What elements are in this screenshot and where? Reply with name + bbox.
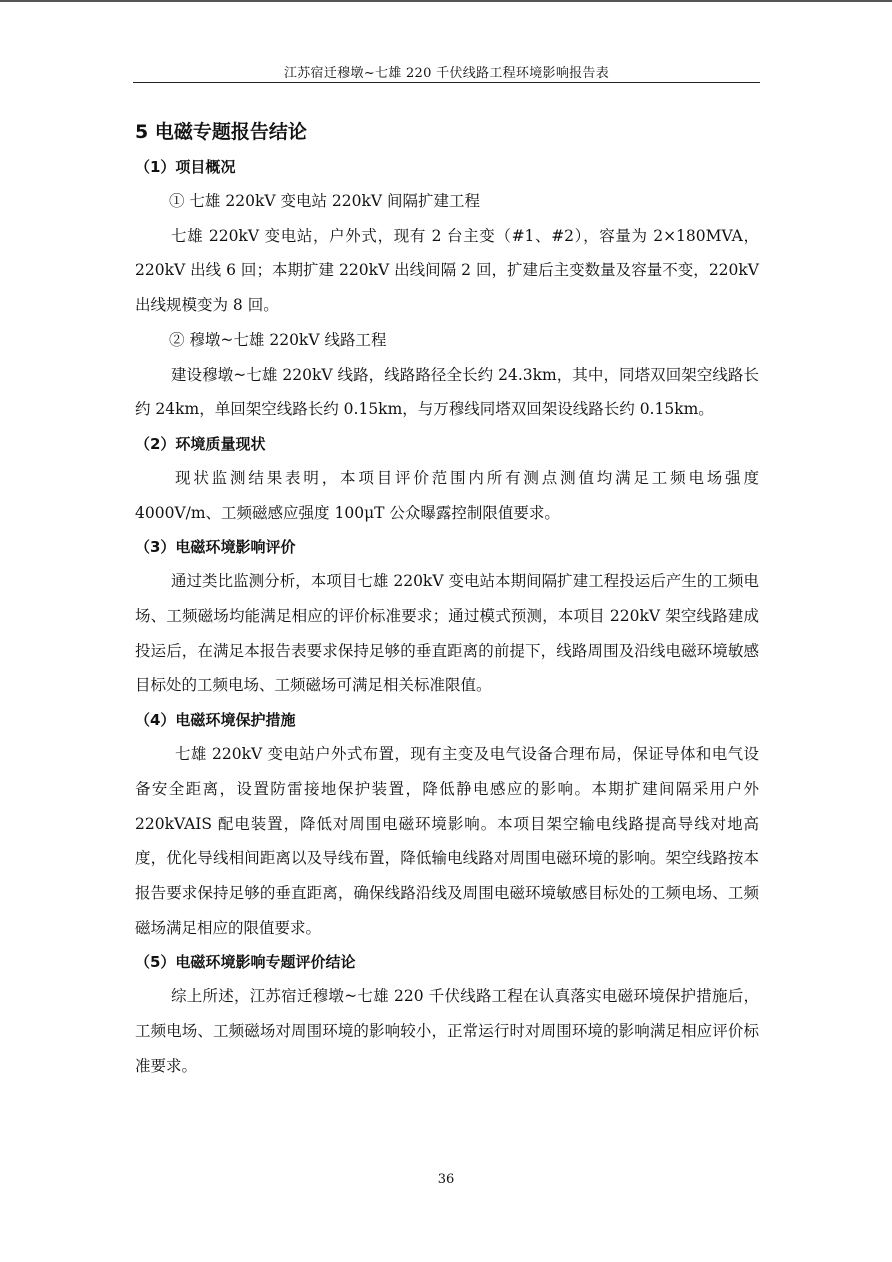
section-title: 5 电磁专题报告结论 <box>135 121 307 143</box>
page-number: 36 <box>437 1172 455 1187</box>
impact-assessment-paragraph: 通过类比监测分析，本项目七雄 220kV 变电站本期间隔扩建工程投运后产生的工频电场、工频磁场均能满足相应的评价标准要求；通过模式预测，本项目 220kV 架空线路建成投运后，在满足本报告表要求保持足够的垂直距离的前提下，线路周围及沿线电磁环境敏感目标处的工频电场、工频磁场可满足相关标准限值。 <box>135 572 759 695</box>
item1-paragraph: 七雄 220kV 变电站，户外式，现有 2 台主变（#1、#2），容量为 2×180MVA，220kV 出线 6 回；本期扩建 220kV 出线间隔 2 回，扩建后主变数量及容量不变，220kV 出线规模变为 8 回。 <box>135 226 759 315</box>
subheading-protection-measures: （4）电磁环境保护措施 <box>135 711 296 730</box>
main-content <box>135 116 759 1083</box>
running-header: 江苏宿迁穆墩~七雄 220 千伏线路工程环境影响报告表 <box>283 66 610 81</box>
protection-measures-paragraph: 七雄 220kV 变电站户外式布置，现有主变及电气设备合理布局，保证导体和电气设备安全距离，设置防雷接地保护装置，降低静电感应的影响。本期扩建间隔采用户外 220kVAIS 配电装置，降低对周围电磁环境影响。本项目架空输电线路提高导线对地高度，优化导线相间距离以及导线布置，降低输电线路对周围电磁环境的影响。架空线路按本报告要求保持足够的垂直距离，确保线路沿线及周围电磁环境敏感目标处的工频电场、工频磁场满足相应的限值要求。 <box>135 745 759 937</box>
subheading-environment-status: （2）环境质量现状 <box>135 434 266 453</box>
subheading-conclusion: （5）电磁环境影响专题评价结论 <box>135 953 356 972</box>
page-top-border <box>0 0 892 2</box>
item2-title: ② 穆墩~七雄 220kV 线路工程 <box>169 330 387 349</box>
environment-status-paragraph: 现状监测结果表明，本项目评价范围内所有测点测值均满足工频电场强度 4000V/m、工频磁感应强度 100μT 公众曝露控制限值要求。 <box>135 468 759 522</box>
item2-paragraph: 建设穆墩~七雄 220kV 线路，线路路径全长约 24.3km，其中，同塔双回架空线路长约 24km，单回架空线路长约 0.15km，与万穆线同塔双回架设线路长约 0.15km。 <box>135 365 759 419</box>
subheading-project-overview: （1）项目概况 <box>135 158 236 176</box>
subheading-impact-assessment: （3）电磁环境影响评价 <box>135 538 296 557</box>
item1-title: ① 七雄 220kV 变电站 220kV 间隔扩建工程 <box>169 192 480 210</box>
conclusion-paragraph: 综上所述，江苏宿迁穆墩~七雄 220 千伏线路工程在认真落实电磁环境保护措施后，工频电场、工频磁场对周围环境的影响较小，正常运行时对周围环境的影响满足相应评价标准要求。 <box>135 987 759 1075</box>
header-rule <box>133 82 760 83</box>
